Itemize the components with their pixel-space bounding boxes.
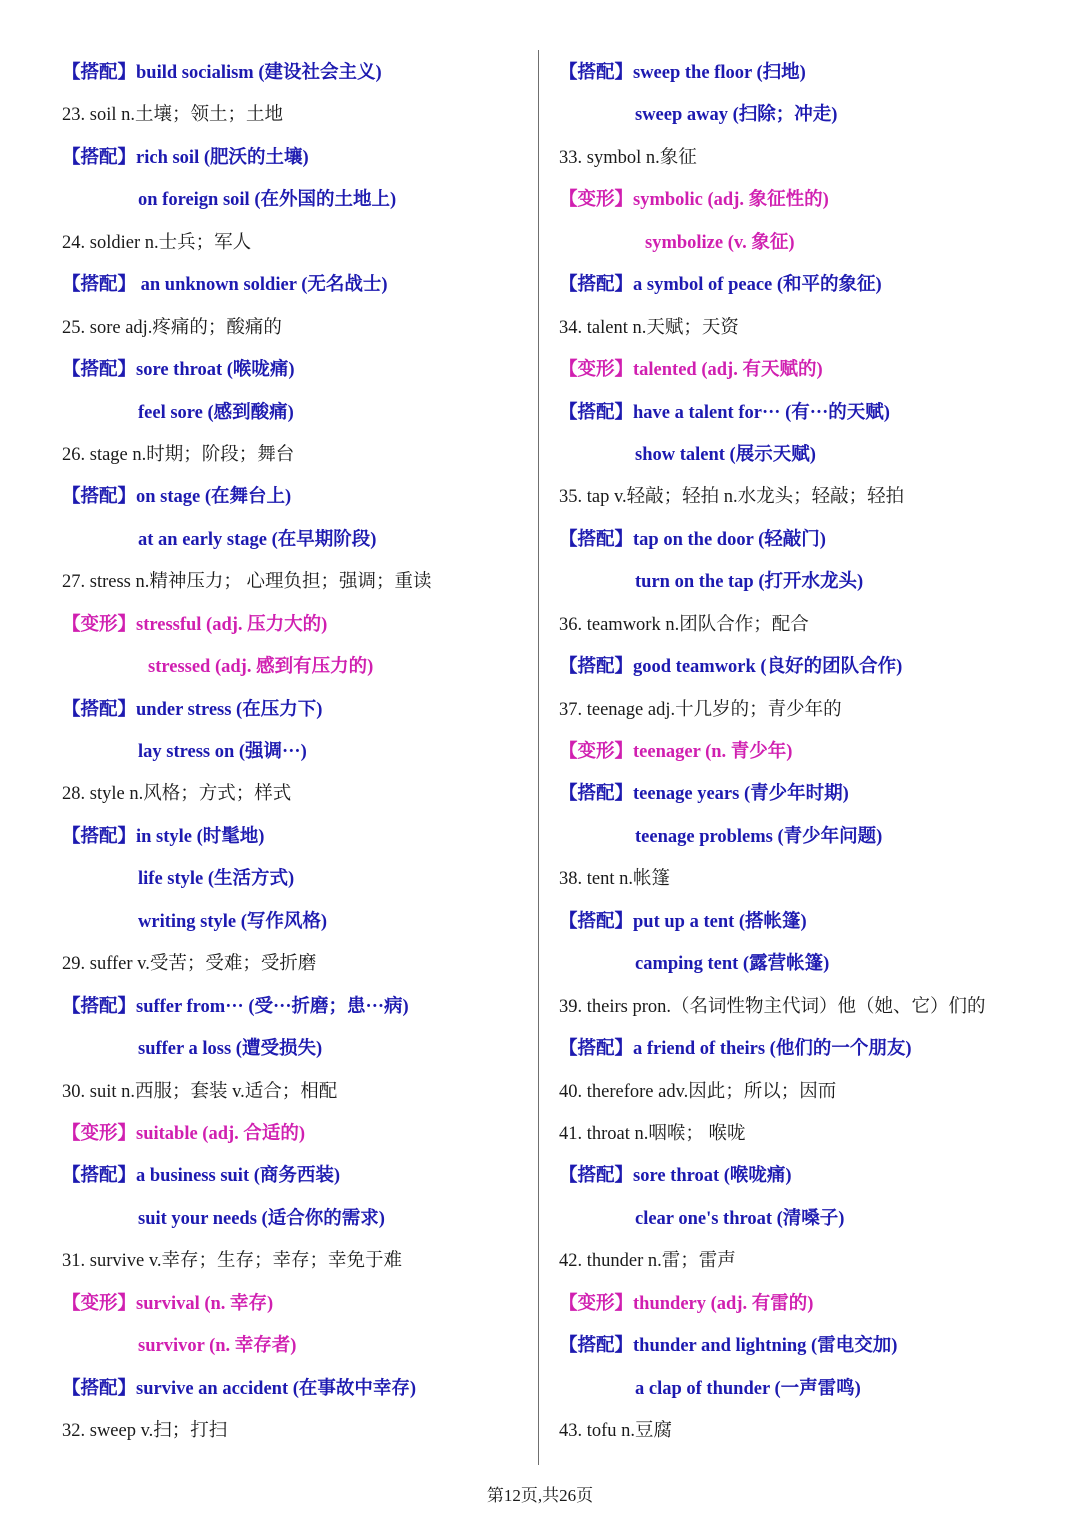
collocation-line: 【搭配】a friend of theirs (他们的一个朋友) [559,1039,912,1060]
vocab-entry: 26. stage n.时期；阶段；舞台 [62,444,295,465]
collocation-line: 【搭配】suffer from··· (受···折磨；患···病) [62,996,409,1017]
left-column [62,52,532,1452]
vocab-entry: 40. therefore adv.因此；所以；因而 [559,1081,837,1102]
vocab-entry: 24. soldier n.士兵；军人 [62,232,252,253]
collocation-line: 【搭配】build socialism (建设社会主义) [62,63,382,83]
collocation-line: life style (生活方式) [138,869,295,890]
collocation-line: teenage problems (青少年问题) [635,826,883,847]
vocab-entry: 27. stress n.精神压力； 心理负担；强调；重读 [62,572,432,593]
collocation-line: 【搭配】teenage years (青少年时期) [559,784,849,805]
collocation-line: 【搭配】on stage (在舞台上) [62,487,292,508]
vocab-entry: 36. teamwork n.团队合作；配合 [559,614,809,635]
collocation-line: turn on the tap (打开水龙头) [635,572,864,593]
collocation-line: 【搭配】good teamwork (良好的团队合作) [559,657,903,678]
variant-line: symbolize (v. 象征) [645,232,795,253]
variant-line: survivor (n. 幸存者) [138,1336,297,1357]
collocation-line: 【搭配】sore throat (喉咙痛) [62,360,295,381]
vocab-entry: 42. thunder n.雷；雷声 [559,1251,736,1272]
collocation-line: 【搭配】tap on the door (轻敲门) [559,529,826,550]
variant-line: 【变形】suitable (adj. 合适的) [62,1123,306,1144]
variant-line: stressed (adj. 感到有压力的) [148,657,374,678]
variant-line: 【变形】talented (adj. 有天赋的) [559,360,823,381]
variant-line: 【变形】thundery (adj. 有雷的) [559,1293,814,1314]
collocation-line: 【搭配】a symbol of peace (和平的象征) [559,275,882,296]
vocab-entry: 35. tap v.轻敲；轻拍 n.水龙头；轻敲；轻拍 [559,487,905,508]
collocation-line: 【搭配】thunder and lightning (雷电交加) [559,1336,898,1357]
collocation-line: 【搭配】a business suit (商务西装) [62,1166,341,1187]
variant-line: 【变形】teenager (n. 青少年) [559,742,793,762]
vocab-entry: 39. theirs pron.（名词性物主代词）他（她、它）们的 [559,996,986,1017]
collocation-line: 【搭配】under stress (在压力下) [62,699,323,720]
vocab-entry: 41. throat n.咽喉； 喉咙 [559,1123,746,1144]
collocation-line: 【搭配】sweep the floor (扫地) [559,63,806,83]
vocab-entry: 38. tent n.帐篷 [559,869,670,890]
collocation-line: lay stress on (强调···) [138,742,307,762]
vocab-entry: 31. survive v.幸存；生存；幸存；幸免于难 [62,1251,403,1272]
column-divider [538,50,539,1465]
right-column [559,52,1029,1452]
collocation-line: 【搭配】put up a tent (搭帐篷) [559,911,807,932]
vocab-entry: 32. sweep v.扫；打扫 [62,1421,228,1441]
collocation-line: feel sore (感到酸痛) [138,402,294,423]
collocation-line: suffer a loss (遭受损失) [138,1039,323,1060]
collocation-line: 【搭配】in style (时髦地) [62,826,265,847]
collocation-line: writing style (写作风格) [138,911,328,932]
vocab-entry: 25. sore adj.疼痛的；酸痛的 [62,317,282,338]
collocation-line: on foreign soil (在外国的土地上) [138,190,397,211]
variant-line: 【变形】symbolic (adj. 象征性的) [559,190,829,211]
vocab-entry: 43. tofu n.豆腐 [559,1421,673,1441]
collocation-line: camping tent (露营帐篷) [635,954,830,975]
collocation-line: a clap of thunder (一声雷鸣) [635,1378,861,1399]
variant-line: 【变形】stressful (adj. 压力大的) [62,614,328,635]
vocab-entry: 34. talent n.天赋；天资 [559,317,739,338]
vocab-entry: 29. suffer v.受苦；受难；受折磨 [62,954,317,975]
collocation-line: show talent (展示天赋) [635,444,816,465]
collocation-line: 【搭配】sore throat (喉咙痛) [559,1166,792,1187]
vocab-entry: 37. teenage adj.十几岁的；青少年的 [559,699,842,720]
vocab-entry: 28. style n.风格；方式；样式 [62,784,292,805]
collocation-line: 【搭配】have a talent for··· (有···的天赋) [559,402,890,423]
collocation-line: 【搭配】rich soil (肥沃的土壤) [62,147,309,168]
collocation-line: at an early stage (在早期阶段) [138,529,377,550]
page-number: 第12页,共26页 [486,1486,594,1505]
vocab-entry: 23. soil n.土壤；领土；土地 [62,105,283,126]
collocation-line: sweep away (扫除；冲走) [635,105,838,126]
collocation-line: 【搭配】survive an accident (在事故中幸存) [62,1378,417,1399]
vocab-entry: 33. symbol n.象征 [559,147,697,168]
collocation-line: suit your needs (适合你的需求) [138,1208,385,1229]
variant-line: 【变形】survival (n. 幸存) [62,1293,274,1314]
collocation-line: clear one's throat (清嗓子) [635,1208,845,1229]
vocab-entry: 30. suit n.西服；套装 v.适合；相配 [62,1081,338,1102]
collocation-line: 【搭配】 an unknown soldier (无名战士) [62,275,388,296]
